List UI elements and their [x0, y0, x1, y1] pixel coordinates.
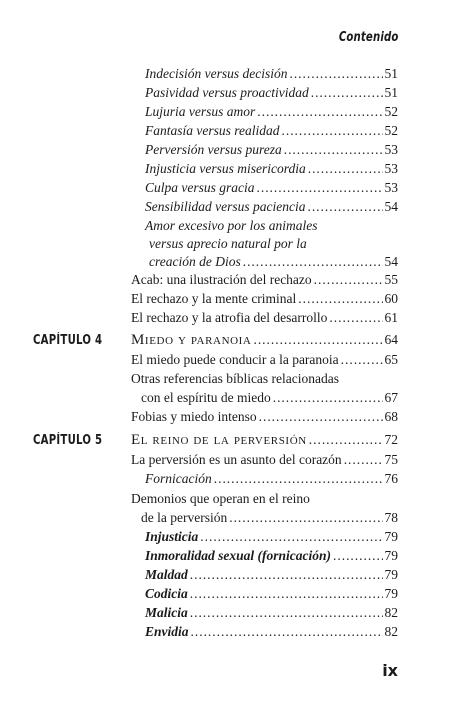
toc-entry-page: 79: [384, 586, 398, 601]
leader-dots: [341, 351, 383, 368]
leader-dots: [200, 528, 382, 545]
toc-entry-title: Envidia: [145, 624, 189, 639]
toc-entry-title: Maldad: [145, 567, 188, 582]
toc-entry: [131, 290, 398, 307]
leader-dots: [190, 585, 383, 602]
leader-dots: [333, 547, 382, 564]
toc-entry-title: La perversión es un asunto del corazón: [131, 452, 342, 467]
toc-entry: [141, 389, 398, 406]
toc-entry-page: 51: [384, 85, 398, 100]
chapter-heading: [131, 331, 398, 349]
toc-entry: [131, 271, 398, 288]
leader-dots: [344, 451, 383, 468]
toc-entry-title: Indecisión versus decisión: [145, 66, 288, 81]
toc-entry: [145, 141, 398, 158]
toc-entry-title: El miedo puede conducir a la paranoia: [131, 352, 339, 367]
leader-dots: [191, 623, 383, 640]
leader-dots: [257, 103, 382, 120]
toc-entry: [145, 65, 398, 82]
leader-dots: [314, 271, 383, 288]
toc-entry: [145, 122, 398, 139]
chapter-page: 64: [384, 332, 398, 347]
toc-entry-page: 54: [384, 254, 398, 269]
toc-entry: [145, 623, 398, 640]
toc-entry: [145, 84, 398, 101]
leader-dots: [282, 122, 383, 139]
toc-entry: [141, 509, 398, 526]
toc-entry: [145, 566, 398, 583]
toc-entry-page: 52: [384, 104, 398, 119]
toc-entry-page: 76: [384, 471, 398, 486]
leader-dots: [229, 509, 382, 526]
leader-dots: [308, 160, 383, 177]
toc-entry-page: 52: [384, 123, 398, 138]
leader-dots: [307, 198, 382, 215]
toc-entry-page: 75: [384, 452, 398, 467]
toc-entry-title: El rechazo y la mente criminal: [131, 291, 297, 306]
leader-dots: [311, 84, 383, 101]
toc-entry: [145, 604, 398, 621]
leader-dots: [298, 290, 382, 307]
toc-entry-title: El rechazo y la atrofia del desarrollo: [131, 310, 328, 325]
toc-entry-title: Fobias y miedo intenso: [131, 409, 257, 424]
toc-entry-title: Lujuria versus amor: [145, 104, 256, 119]
leader-dots: [273, 389, 383, 406]
toc-entry: [145, 470, 398, 487]
toc-entry-page: 67: [384, 390, 398, 405]
leader-dots: [190, 566, 383, 583]
toc-entry-title: de la perversión: [141, 510, 228, 525]
chapter-title: Miedo y paranoia: [131, 332, 252, 348]
toc-entry-title: Perversión versus pureza: [145, 142, 282, 157]
chapter-heading: [131, 431, 398, 449]
toc-entry-title: Malicia: [145, 605, 188, 620]
chapter-page: 72: [384, 432, 398, 447]
page-number: ix: [382, 661, 398, 680]
leader-dots: [257, 179, 383, 196]
toc-entry-page: 68: [384, 409, 398, 424]
leader-dots: [253, 331, 382, 348]
toc-entry-title: Codicia: [145, 586, 188, 601]
toc-entry-page: 65: [384, 352, 398, 367]
toc-entry-title: Fornicación: [145, 471, 212, 486]
toc-entry-page: 79: [384, 529, 398, 544]
toc-entry-page: 61: [384, 310, 398, 325]
toc-entry-title: Culpa versus gracia: [145, 180, 255, 195]
leader-dots: [284, 141, 383, 158]
leader-dots: [259, 408, 383, 425]
toc-entry: [149, 253, 398, 270]
toc-entry-title: Inmoralidad sexual (fornicación): [145, 548, 332, 563]
leader-dots: [289, 65, 382, 82]
leader-dots: [190, 604, 383, 621]
toc-entry-title: con el espíritu de miedo: [141, 390, 271, 405]
toc-entry-title: creación de Dios: [149, 254, 241, 269]
toc-entry: [145, 160, 398, 177]
toc-entry: [145, 547, 398, 564]
toc-entry-page: 78: [384, 510, 398, 525]
toc-entry-page: 54: [384, 199, 398, 214]
toc-entry: [131, 451, 398, 468]
toc-entry-page: 82: [384, 624, 398, 639]
toc-entry-title: Fantasía versus realidad: [145, 123, 280, 138]
leader-dots: [243, 253, 383, 270]
toc-entry-line: versus aprecio natural por la: [149, 236, 307, 251]
toc-entry-page: 53: [384, 180, 398, 195]
toc-entry-page: 79: [384, 548, 398, 563]
leader-dots: [309, 431, 383, 448]
toc-entry-page: 53: [384, 142, 398, 157]
leader-dots: [329, 309, 382, 326]
toc-entry-page: 60: [384, 291, 398, 306]
toc-entry-page: 82: [384, 605, 398, 620]
toc-entry-page: 79: [384, 567, 398, 582]
toc-entry: [145, 179, 398, 196]
toc-entry-line: Demonios que operan en el reino: [131, 491, 310, 506]
toc-entry-title: Pasividad versus proactividad: [145, 85, 309, 100]
chapter-label: CAPÍTULO 4: [33, 333, 103, 348]
toc-entry: [145, 585, 398, 602]
chapter-title: El reino de la perversión: [131, 432, 307, 448]
toc-entry-line: Amor excesivo por los animales: [145, 218, 318, 233]
toc-entry: [131, 408, 398, 425]
toc-entry-title: Sensibilidad versus paciencia: [145, 199, 306, 214]
toc-entry: [145, 528, 398, 545]
toc-entry: [131, 351, 398, 368]
toc-entry-line: Otras referencias bíblicas relacionadas: [131, 371, 340, 386]
leader-dots: [214, 470, 383, 487]
toc-entry-page: 55: [384, 272, 398, 287]
toc-entry-title: Acab: una ilustración del rechazo: [131, 272, 312, 287]
running-head: Contenido: [339, 30, 399, 45]
toc-entry-page: 51: [384, 66, 398, 81]
toc-entry-page: 53: [384, 161, 398, 176]
toc-entry-title: Injusticia versus misericordia: [145, 161, 306, 176]
toc-entry-title: Injusticia: [145, 529, 199, 544]
toc-entry: [145, 198, 398, 215]
chapter-label: CAPÍTULO 5: [33, 433, 103, 448]
toc-entry: [145, 103, 398, 120]
toc-entry: [131, 309, 398, 326]
